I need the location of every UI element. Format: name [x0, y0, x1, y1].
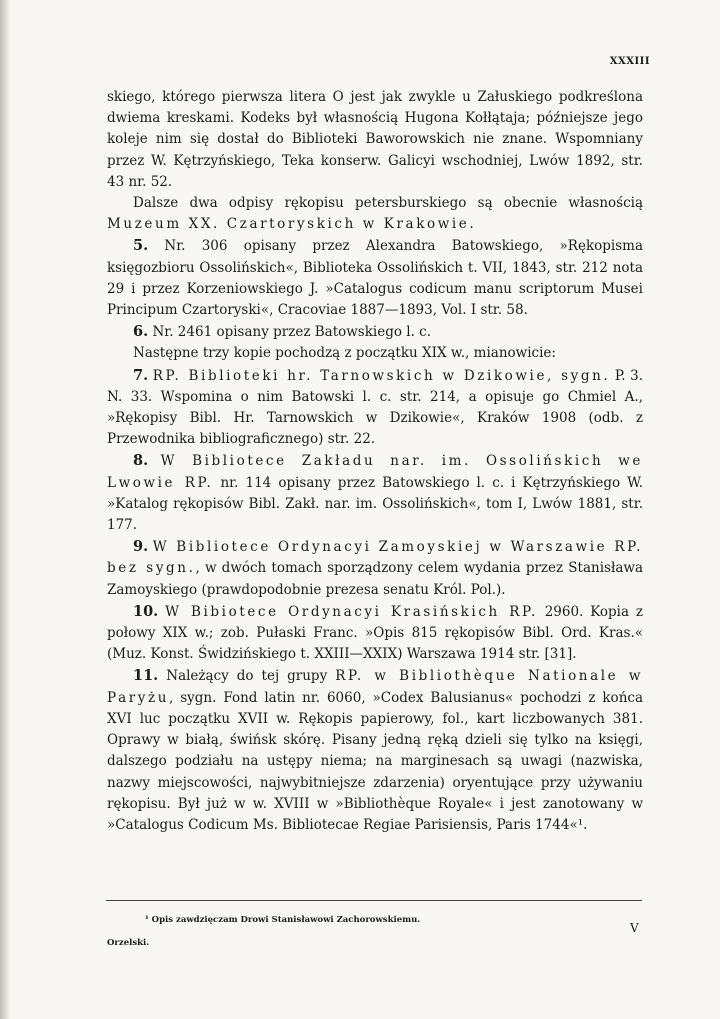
entry-10 — [107, 601, 643, 666]
spaced-library-name: RP. w Bibliothèque Nationale w Paryżu — [107, 668, 643, 706]
entry-number: 11. — [133, 667, 159, 685]
entry-11 — [107, 665, 643, 836]
paragraph-next-copies — [107, 343, 643, 364]
paragraph-continuation — [107, 87, 643, 193]
entry-text: 2960. Kopia z połowy XIX w.; zob. Pułaski Franc. »Opis 815 rękopisów Bibl. Ord. Kras.« (Muz. Konst. Świdzińskiego t. XXIII—XXIX) Warszawa 1914 str. [31]. — [107, 603, 643, 663]
body-text — [107, 87, 643, 836]
spaced-library-name: RP. Biblioteki hr. Tarnowskich w Dzikowie, sygn. — [152, 367, 611, 384]
footnote-divider — [106, 900, 642, 901]
footnote: ¹ Opis zawdzięczam Drowi Stanisławowi Zachorowskiemu. — [145, 915, 421, 925]
entry-number: 6. — [133, 323, 149, 341]
entry-9 — [107, 536, 643, 601]
entry-8 — [107, 450, 643, 536]
entry-number: 7. — [133, 366, 149, 384]
spaced-library-name: W Bibliotece Ordynacyi Zamoyskiej w Warszawie RP. bez sygn. — [107, 539, 643, 577]
entry-text: , sygn. Fond latin nr. 6060, »Codex Balusianus« pochodzi z końca XVI luc początku XVII w. Rękopis papierowy, fol., kart liczbowanych 381. Oprawy w białą, świńsk skórę. Pisany jedną ręką dzieli się tylko na księgi, dalszego podziału na ustępy niema; na marginesach są uwagi (nazwiska, nazwy miejscowości, najwybitniejsze zdarzenia) oryentujące przy używaniu rękopisu. Był już w w. XVIII w »Bibliothèque Royale« i jest zanotowany w »Catalogus Codicum Ms. Bibliotecae Regiae Parisiensis, Paris 1744«¹. — [107, 689, 643, 833]
entry-5 — [107, 235, 643, 321]
sheet-letter: V — [630, 921, 639, 935]
paragraph-text: Następne trzy kopie pochodzą z początku XIX w., mianowicie: — [133, 345, 556, 362]
page-edge-shadow — [0, 0, 10, 1019]
entry-text: Nr. 2461 opisany przez Batowskiego l. c. — [152, 324, 432, 341]
paragraph-petersburg-copies — [107, 193, 643, 235]
entry-text: , w dwóch tomach sporządzony celem wydania przez Stanisława Zamoyskiego (prawdopodobnie prezesa senatu Król. Pol.). — [107, 560, 643, 598]
entry-7 — [107, 365, 643, 451]
paragraph-text: skiego, którego pierwsza litera O jest jak zwykle u Załuskiego podkreślona dwiema kreskami. Kodeks był własnością Hugona Kołłątaja; późniejsze jego koleje nim się dostał do Biblioteki Baworowskich nie znane. Wspomniany przez W. Kętrzyńskiego, Teka konserw. Galicyi wschodniej, Lwów 1892, str. 43 nr. 52. — [107, 89, 643, 190]
entry-number: 9. — [133, 538, 149, 556]
entry-text: P. 3. N. 33. Wspomina o nim Batowski l. c. str. 214, a opisuje go Chmiel A., »Rękopisy Bibl. Hr. Tarnowskich w Dzikowie«, Kraków 1908 (odb. z Przewodnika bibliograficznego) str. 22. — [107, 367, 644, 448]
paragraph-text: . — [469, 216, 474, 233]
spaced-library-name: Muzeum XX. Czartoryskich w Krakowie — [107, 216, 470, 233]
entry-text: Nr. 306 opisany przez Alexandra Batowskiego, »Rękopisma księgozbioru Ossolińskich«, Biblioteka Ossolińskich t. VII, 1843, str. 212 nota 29 i przez Korzeniowskiego J. »Catalogus codicum manu scriptorum Musei Principum Czartoryski«, Cracoviae 1887—1893, Vol. I str. 58. — [107, 238, 643, 319]
entry-text: Należący do tej grupy — [166, 668, 328, 685]
entry-number: 10. — [133, 602, 159, 620]
entry-number: 5. — [133, 237, 149, 255]
paragraph-text: Dalsze dwa odpisy rękopisu petersburskiego są obecnie własnością — [133, 195, 643, 212]
entry-number: 8. — [133, 452, 149, 470]
entry-text: nr. 114 opisany przez Batowskiego l. c. i Kętrzyńskiego W. »Katalog rękopisów Bibl. Zakł. nar. im. Ossolińskich«, tom I, Lwów 1881, str. 177. — [107, 474, 643, 534]
entry-6 — [107, 321, 643, 343]
signature-mark: Orzelski. — [107, 938, 150, 948]
spaced-library-name: W Bibliotece Zakładu nar. im. Ossolińskich we Lwowie RP. — [107, 453, 644, 491]
spaced-library-name: W Bibiotece Ordynacyi Krasińskich RP. — [165, 603, 538, 620]
page-number: XXXIII — [609, 56, 650, 67]
